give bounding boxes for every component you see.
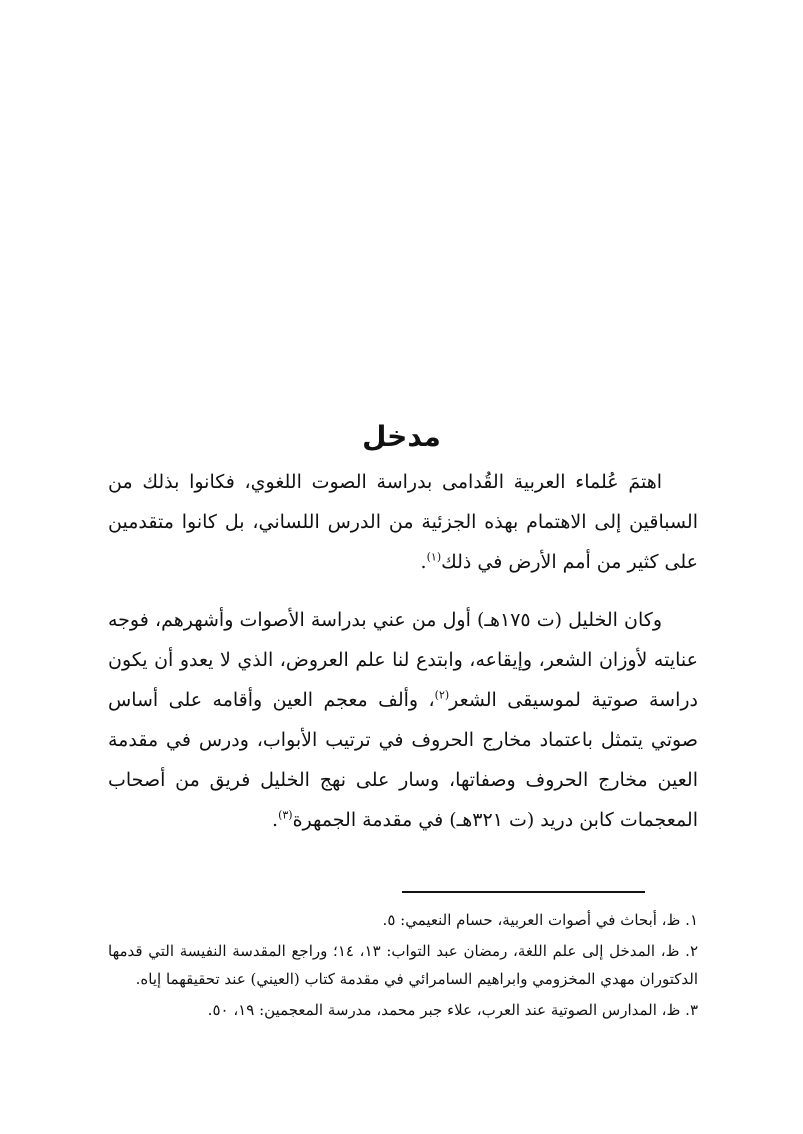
footnote-separator xyxy=(402,891,645,893)
paragraph-1-part-2: . xyxy=(420,551,427,573)
footnote-1: ١. ظ، أبحاث في أصوات العربية، حسام النعيمي: ٥. xyxy=(382,911,698,929)
paragraph-2 xyxy=(108,600,698,840)
paragraph-2-text xyxy=(108,600,698,840)
paragraph-2-part-2: ، وألف معجم العين وأقامه على أساس صوتي يتمثل باعتماد مخارج الحروف في ترتيب الأبواب، ودرس في مقدمة العين مخارج الحروف وصفاتها، وسار على نهج الخليل فريق من أصحاب المعجمات كابن دريد (ت ٣٢١هـ) في مقدمة الجمهرة xyxy=(108,689,698,831)
paragraph-2-part-3: . xyxy=(272,809,279,831)
paragraph-1 xyxy=(108,462,698,582)
paragraph-2-part-1: وكان الخليل (ت ١٧٥هـ) أول من عني بدراسة الأصوات وأشهرهم، فوجه عنايته لأوزان الشعر، وإيقاعه، وابتدع لنا علم العروض، الذي لا يعدو أن يكون دراسة صوتية لموسيقى الشعر xyxy=(108,609,698,711)
paragraph-1-text xyxy=(108,462,698,582)
page-title: مدخل xyxy=(362,420,441,453)
footnote-ref-1[interactable]: (١) xyxy=(426,550,442,564)
footnote-ref-2[interactable]: (٢) xyxy=(434,688,450,702)
paragraph-1-part-1: اهتمَ عُلماء العربية القُدامى بدراسة الصوت اللغوي، فكانوا بذلك من السباقين إلى الاهتمام بهذه الجزئية من الدرس اللساني، بل كانوا متقدمين على كثير من أمم الأرض في ذلك xyxy=(108,471,698,573)
footnote-3: ٣. ظ، المدارس الصوتية عند العرب، علاء جبر محمد، مدرسة المعجمين: ١٩، ٥٠. xyxy=(207,1001,698,1019)
footnote-2: ٢. ظ، المدخل إلى علم اللغة، رمضان عبد التواب: ١٣، ١٤؛ وراجع المقدسة النفيسة التي قدمها الدكتوران مهدي المخزومي وابراهيم السامرائي في مقدمة كتاب (العيني) عند تحقيقهما إياه. xyxy=(108,942,698,988)
footnote-ref-3[interactable]: (٣) xyxy=(278,808,293,822)
footnotes xyxy=(108,906,698,1027)
